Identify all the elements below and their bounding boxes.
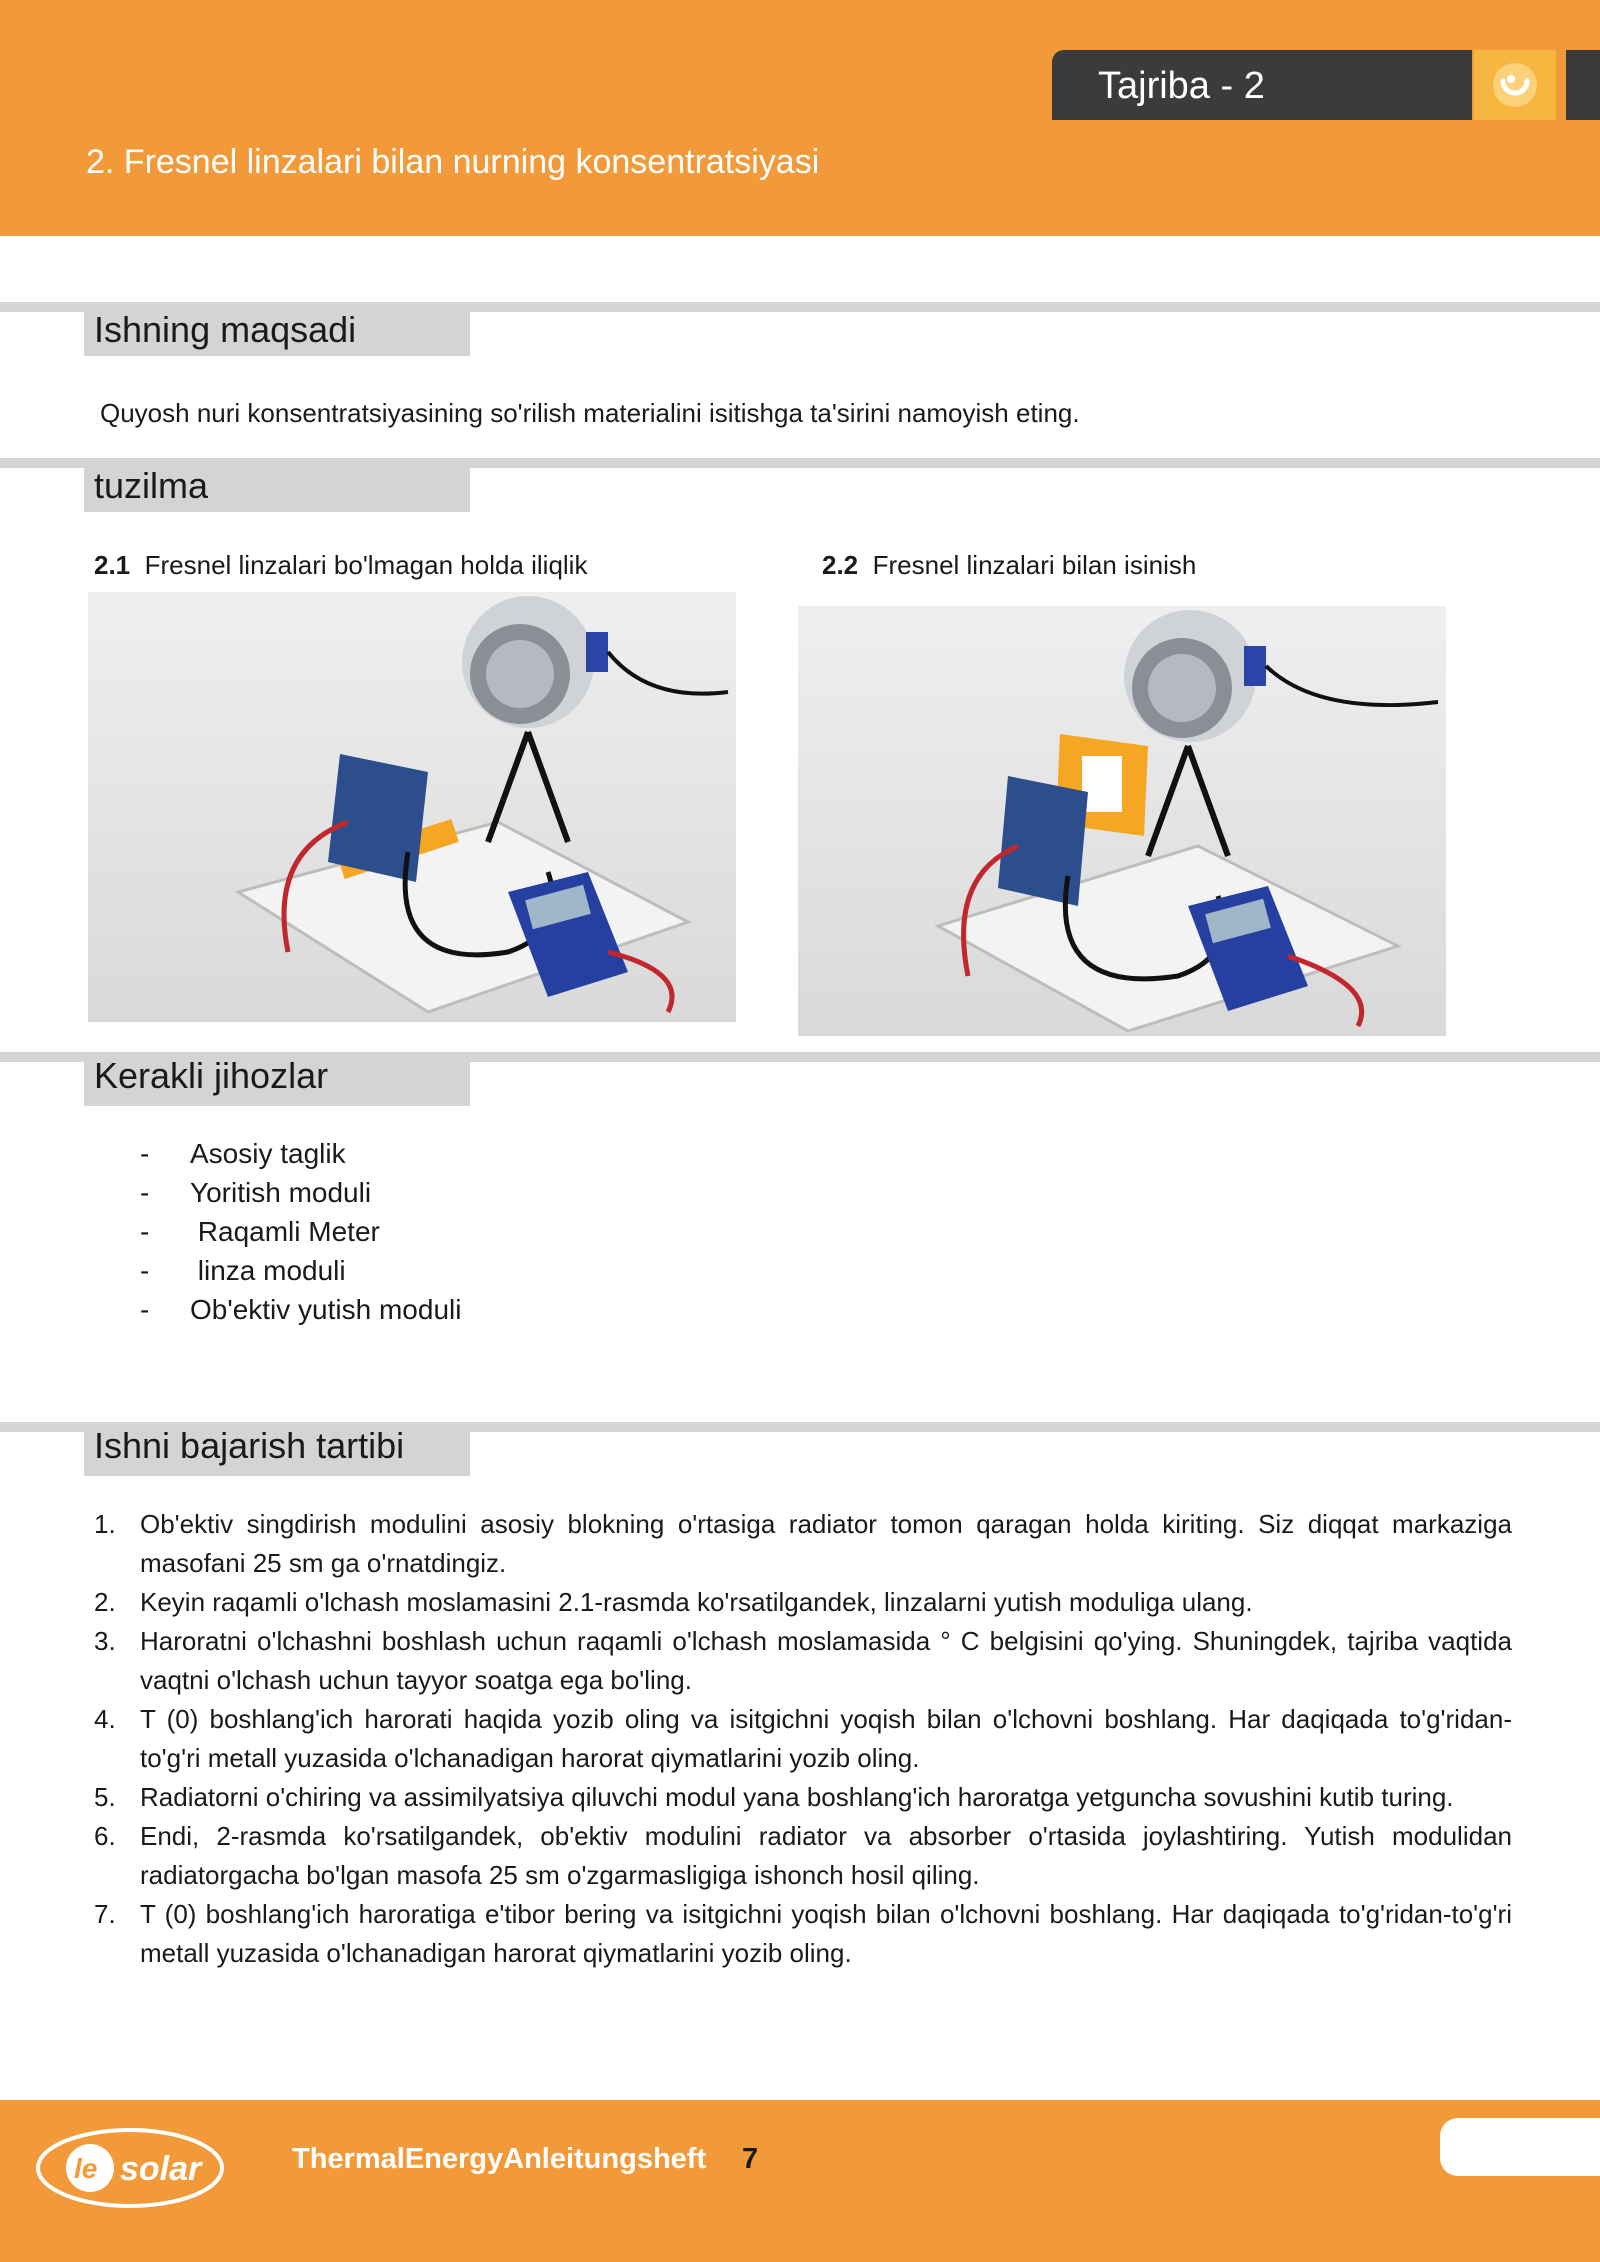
procedure-step-text: Keyin raqamli o'lchash moslamasini 2.1-rasmda ko'rsatilgandek, linzalarni yutish moduliga ulang. <box>140 1587 1253 1617</box>
svg-text:solar: solar <box>120 2150 202 2188</box>
list-item: - Yoritish moduli <box>140 1177 372 1208</box>
figure-2-number: 2.2 <box>822 550 859 580</box>
procedure-step-text: Ob'ektiv singdirish modulini asosiy blokning o'rtasiga radiator tomon qaragan holda kiriting. Siz diqqat markaziga masofani 25 sm ga o'rnatdingiz. <box>140 1509 1512 1578</box>
page-number: 7 <box>742 2143 759 2175</box>
list-item-label: Yoritish moduli <box>190 1177 372 1208</box>
footer-tab <box>1440 2118 1600 2176</box>
procedure-step: 4. T (0) boshlang'ich harorati haqida yozib oling va isitgichni yoqish bilan o'lchovni boshlang. Har daqiqada to'g'ridan-to'g'ri metall yuzasida o'lchanadigan harorat qiymatlarini yozib oling. <box>94 1704 1512 1773</box>
list-item: - Ob'ektiv yutish moduli <box>140 1294 462 1325</box>
procedure-step-text: T (0) boshlang'ich harorati haqida yozib oling va isitgichni yoqish bilan o'lchovni boshlang. Har daqiqada to'g'ridan-to'g'ri metall yuzasida o'lchanadigan harorat qiymatlarini yozib oling. <box>140 1704 1512 1773</box>
page-title: 2. Fresnel linzalari bilan nurning konsentratsiyasi <box>86 143 820 181</box>
list-item-label: Asosiy taglik <box>190 1138 346 1169</box>
procedure-step: 2. Keyin raqamli o'lchash moslamasini 2.1-rasmda ko'rsatilgandek, linzalarni yutish moduliga ulang. <box>94 1587 1253 1617</box>
procedure-step-text: Radiatorni o'chiring va assimilyatsiya qiluvchi modul yana boshlang'ich haroratga yetguncha sovushini kutib turing. <box>140 1782 1454 1812</box>
procedure-step-text: T (0) boshlang'ich haroratiga e'tibor bering va isitgichni yoqish bilan o'lchovni boshlang. Har daqiqada to'g'ridan-to'g'ri metall yuzasida o'lchanadigan harorat qiymatlarini yozib oling. <box>140 1899 1512 1968</box>
procedure-steps <box>94 1505 1512 1973</box>
page-footer <box>0 2100 1600 2262</box>
figure-2-caption-text: Fresnel linzalari bilan isinish <box>872 550 1197 580</box>
experiment-badge-label: Tajriba - 2 <box>1098 65 1265 107</box>
procedure-step-text: Endi, 2-rasmda ko'rsatilgandek, ob'ektiv modulini radiator va absorber o'rtasida joylashtiring. Yutish modulidan radiatorgacha bo'lgan masofa 25 sm o'zgarmasligiga ishonch hosil qiling. <box>140 1821 1512 1890</box>
list-item: - Raqamli Meter <box>140 1216 380 1247</box>
figure-1-caption-text: Fresnel linzalari bo'lmagan holda iliqlik <box>144 550 588 580</box>
list-item-label: Ob'ektiv yutish moduli <box>190 1294 462 1325</box>
figure-1-number: 2.1 <box>94 550 131 580</box>
list-item-label: linza moduli <box>190 1255 346 1286</box>
figure-1-caption <box>94 546 587 584</box>
lexsolar-logo <box>30 2118 240 2223</box>
list-item-label: Raqamli Meter <box>190 1216 380 1247</box>
procedure-step: 7. T (0) boshlang'ich haroratiga e'tibor bering va isitgichni yoqish bilan o'lchovni boshlang. Har daqiqada to'g'ridan-to'g'ri metall yuzasida o'lchanadigan harorat qiymatlarini yozib oling. <box>94 1899 1512 1968</box>
procedure-step-text: Haroratni o'lchashni boshlash uchun raqamli o'lchash moslamasida ° C belgisini qo'ying. Shuningdek, tajriba vaqtida vaqtni o'lchash uchun tayyor soatga ega bo'ling. <box>140 1626 1512 1695</box>
section-heading-equipment: Kerakli jihozlar <box>94 1055 329 1096</box>
sun-icon-box <box>1474 50 1556 120</box>
procedure-step: 6. Endi, 2-rasmda ko'rsatilgandek, ob'ektiv modulini radiator va absorber o'rtasida joylashtiring. Yutish modulidan radiatorgacha bo'lgan masofa 25 sm o'zgarmasligiga ishonch hosil qiling. <box>94 1821 1512 1890</box>
objective-text: Quyosh nuri konsentratsiyasining so'rilish materialini isitishga ta'sirini namoyish eting. <box>100 398 1080 428</box>
footer-title: ThermalEnergyAnleitungsheft <box>292 2143 707 2175</box>
badge-end-cap <box>1566 50 1600 120</box>
section-heading-structure: tuzilma <box>94 465 209 506</box>
figure-2-caption <box>822 546 1196 584</box>
list-item: - linza moduli <box>140 1255 346 1286</box>
procedure-step: 5. Radiatorni o'chiring va assimilyatsiya qiluvchi modul yana boshlang'ich haroratga yetguncha sovushini kutib turing. <box>94 1782 1454 1812</box>
figure-2-photo <box>798 606 1446 1036</box>
sun-icon <box>1489 59 1541 111</box>
list-item: - Asosiy taglik <box>140 1138 346 1169</box>
figure-1-photo <box>88 592 736 1022</box>
section-heading-procedure: Ishni bajarish tartibi <box>94 1425 405 1466</box>
section-heading-objective: Ishning maqsadi <box>94 309 357 350</box>
svg-text:le: le <box>74 2153 98 2184</box>
procedure-step: 1. Ob'ektiv singdirish modulini asosiy blokning o'rtasiga radiator tomon qaragan holda kiriting. Siz diqqat markaziga masofani 25 sm ga o'rnatdingiz. <box>94 1509 1512 1578</box>
equipment-list <box>140 1134 461 1329</box>
procedure-step: 3. Haroratni o'lchashni boshlash uchun raqamli o'lchash moslamasida ° C belgisini qo'ying. Shuningdek, tajriba vaqtida vaqtni o'lchash uchun tayyor soatga ega bo'ling. <box>94 1626 1512 1695</box>
